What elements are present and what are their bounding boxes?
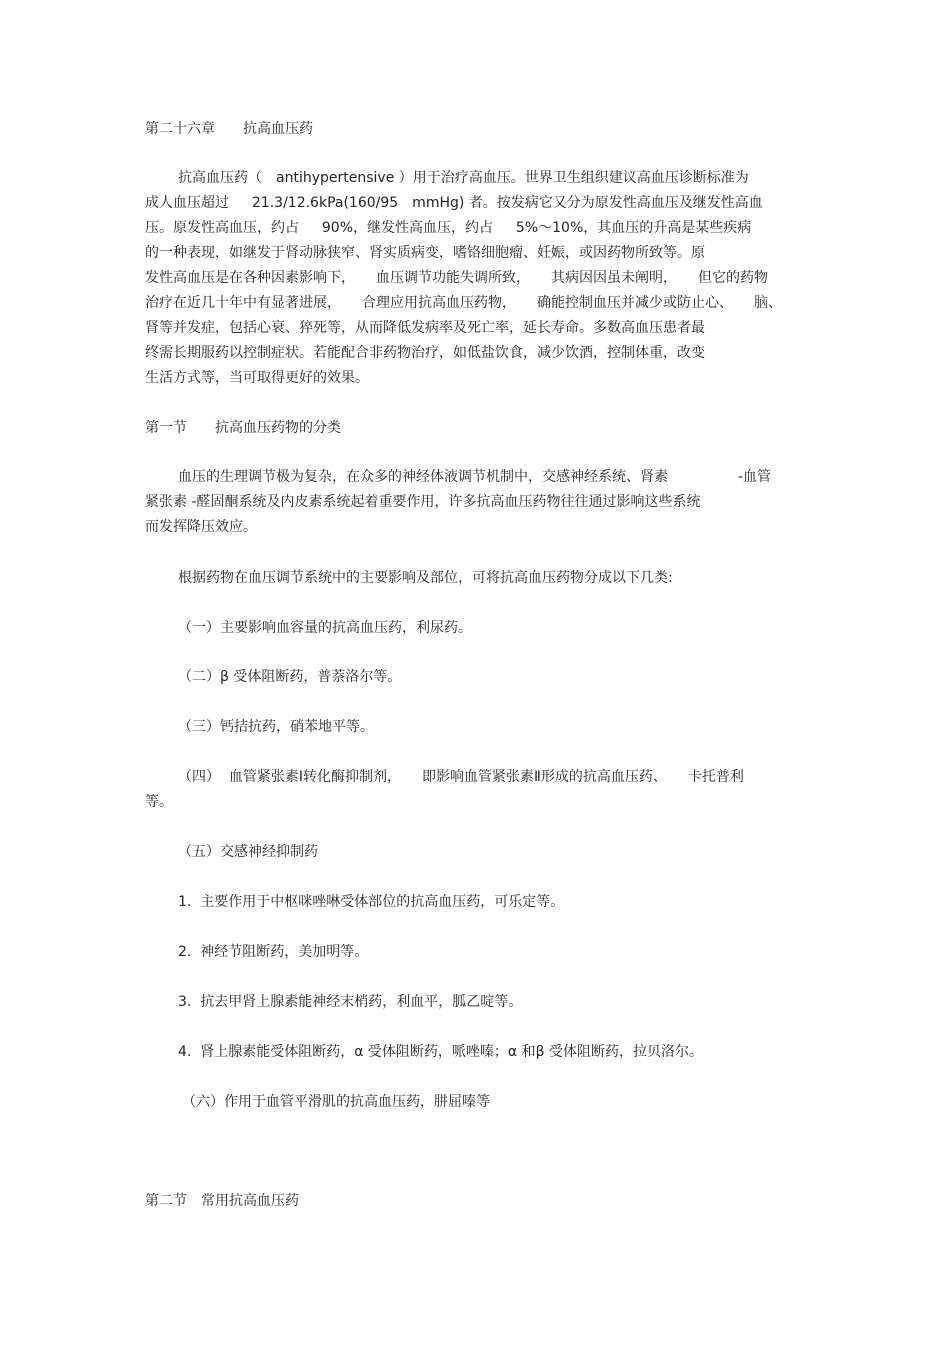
- category-item-continuation: 等。: [145, 794, 173, 810]
- category-item: （三）钙拮抗药，硝苯地平等。: [178, 719, 374, 735]
- intro-line: 终需长期服药以控制症状。若能配合非药物治疗，如低盐饮食，减少饮酒，控制体重，改变: [145, 345, 705, 361]
- classification-intro: 根据药物在血压调节系统中的主要影响及部位，可将抗高血压药物分成以下几类:: [178, 570, 673, 586]
- category-item: （一）主要影响血容量的抗高血压药，利尿药。: [178, 620, 472, 636]
- paragraph-line: 紧张素 -醛固酮系统及内皮素系统起着重要作用，许多抗高血压药物往往通过影响这些系统: [145, 494, 701, 510]
- category-item: （六）作用于血管平滑肌的抗高血压药，肼屈嗪等: [182, 1094, 490, 1110]
- sub-item: 3. 抗去甲肾上腺素能神经末梢药，利血平，胍乙啶等。: [178, 994, 523, 1010]
- intro-line: 压。原发性高血压，约占 90%，继发性高血压，约占 5%～10%，其血压的升高是某些疾病: [145, 220, 752, 236]
- intro-line: 的一种表现，如继发于肾动脉狭窄、肾实质病变，嗜铬细胞瘤、妊娠，或因药物所致等。原: [145, 245, 705, 261]
- intro-line: 生活方式等，当可取得更好的效果。: [145, 370, 369, 386]
- intro-line: 成人血压超过 21.3/12.6kPa(160/95 mmHg) 者。按发病它又分为原发性高血压及继发性高血: [145, 195, 763, 211]
- intro-line: 抗高血压药（ antihypertensive ）用于治疗高血压。世界卫生组织建议高血压诊断标准为: [178, 170, 749, 186]
- intro-line: 发性高血压是在各种因素影响下， 血压调节功能失调所致， 其病因因虽未阐明， 但它的药物: [145, 270, 768, 286]
- paragraph-line: 血压的生理调节极为复杂，在众多的神经体液调节机制中，交感神经系统、肾素 -血管: [178, 469, 772, 485]
- sub-item: 2. 神经节阻断药，美加明等。: [178, 944, 369, 960]
- category-item: （五）交感神经抑制药: [178, 844, 318, 860]
- intro-line: 肾等并发症，包括心衰、猝死等，从而降低发病率及死亡率，延长寿命。多数高血压患者最: [145, 320, 705, 336]
- intro-line: 治疗在近几十年中有显著进展， 合理应用抗高血压药物， 确能控制血压并减少或防止心、 脑、: [145, 295, 782, 311]
- chapter-title: 第二十六章 抗高血压药: [145, 121, 313, 137]
- category-item: （二）β 受体阻断药，普萘洛尔等。: [178, 669, 402, 685]
- paragraph-line: 而发挥降压效应。: [145, 519, 257, 535]
- sub-item: 4. 肾上腺素能受体阻断药，α 受体阻断药，哌唑嗪；α 和β 受体阻断药，拉贝洛尔。: [178, 1044, 703, 1060]
- category-item: （四） 血管紧张素Ⅰ转化酶抑制剂， 即影响血管紧张素Ⅱ形成的抗高血压药、 卡托普利: [178, 769, 744, 785]
- sub-item: 1. 主要作用于中枢咪唑啉受体部位的抗高血压药，可乐定等。: [178, 894, 565, 910]
- section-2-title: 第二节 常用抗高血压药: [145, 1193, 299, 1209]
- section-1-title: 第一节 抗高血压药物的分类: [145, 420, 341, 436]
